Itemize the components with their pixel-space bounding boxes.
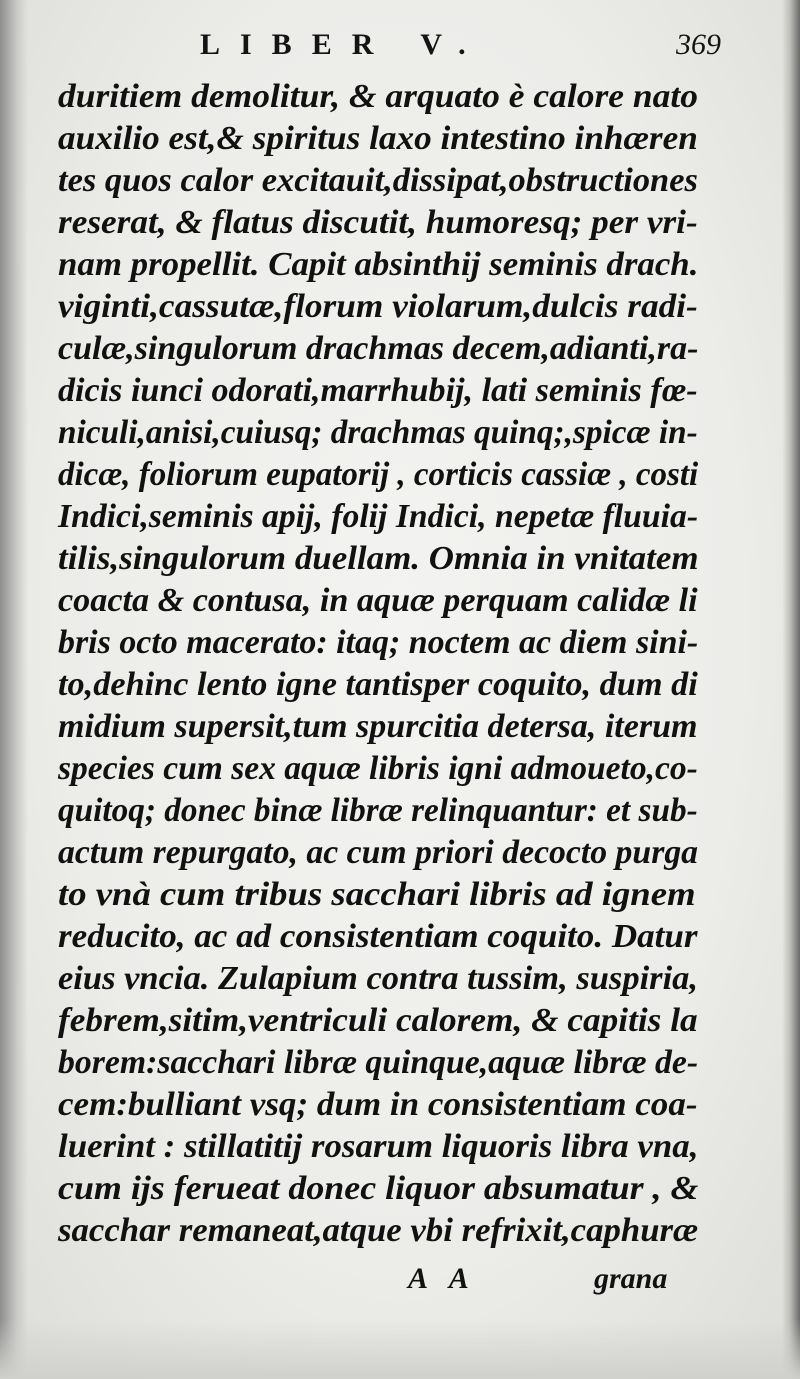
- text-line: nam propellit. Capit absinthij seminis drach.: [58, 246, 699, 283]
- text-line: borem:sacchari libræ quinque,aquæ libræ de-: [58, 1044, 699, 1081]
- text-line: quitoq; donec binæ libræ relinquantur: et sub-: [58, 792, 698, 829]
- text-line: to,dehinc lento igne tantisper coquito, dum di: [58, 666, 698, 703]
- text-line: viginti,cassutæ,florum violarum,dulcis radi-: [58, 288, 698, 325]
- bottom-margin: [0, 1319, 800, 1379]
- page-footer: [0, 1262, 800, 1302]
- signature-mark: A A: [408, 1262, 477, 1295]
- text-line: sacchar remaneat,atque vbi refrixit,caphuræ: [58, 1212, 699, 1249]
- text-line: species cum sex aquæ libris igni admoueto,co-: [58, 750, 698, 787]
- text-line: auxilio est,& spiritus laxo intestino inhæren: [58, 120, 698, 157]
- text-line: tilis,singulorum duellam. Omnia in vnitatem: [58, 540, 699, 577]
- gutter-shadow: [0, 0, 28, 1379]
- page-edge-shadow: [782, 0, 800, 1379]
- text-line: midium supersit,tum spurcitia detersa, iterum: [58, 708, 698, 745]
- text-line: duritiem demolitur, & arquato è calore nato: [58, 78, 698, 115]
- text-line: bris octo macerato: itaq; noctem ac diem sini-: [58, 624, 699, 661]
- page-number: 369: [676, 28, 721, 61]
- text-line: cum ijs ferueat donec liquor absumatur , &: [58, 1170, 699, 1207]
- text-line: actum repurgato, ac cum priori decocto purga: [58, 834, 699, 871]
- text-line: coacta & contusa, in aquæ perquam calidæ li: [58, 582, 698, 619]
- text-line: luerint : stillatitij rosarum liquoris libra vna,: [58, 1128, 699, 1165]
- text-line: tes quos calor excitauit,dissipat,obstructiones: [58, 162, 698, 199]
- text-line: dicæ, foliorum eupatorij , corticis cassiæ , costi: [58, 456, 699, 493]
- running-title: LIBER V.: [200, 28, 486, 61]
- text-line: to vnà cum tribus sacchari libris ad ignem: [58, 876, 696, 913]
- text-line: febrem,sitim,ventriculi calorem, & capitis la: [58, 1002, 698, 1039]
- text-line: Indici,seminis apij, folij Indici, nepetæ fluuia-: [58, 498, 699, 535]
- text-line: eius vncia. Zulapium contra tussim, suspiria,: [58, 960, 699, 997]
- page-header: [0, 18, 800, 68]
- text-line: cem:bulliant vsq; dum in consistentiam coa-: [58, 1086, 698, 1123]
- text-line: culæ,singulorum drachmas decem,adianti,ra-: [58, 330, 699, 367]
- catchword: grana: [594, 1262, 668, 1295]
- text-line: niculi,anisi,cuiusq; drachmas quinq;,spicæ in-: [58, 414, 698, 451]
- text-line: reserat, & flatus discutit, humoresq; per vri-: [58, 204, 698, 241]
- body-text: [58, 76, 698, 1252]
- text-line: dicis iunci odorati,marrhubij, lati seminis fœ-: [58, 372, 698, 409]
- text-line: reducito, ac ad consistentiam coquito. Datur: [58, 918, 698, 955]
